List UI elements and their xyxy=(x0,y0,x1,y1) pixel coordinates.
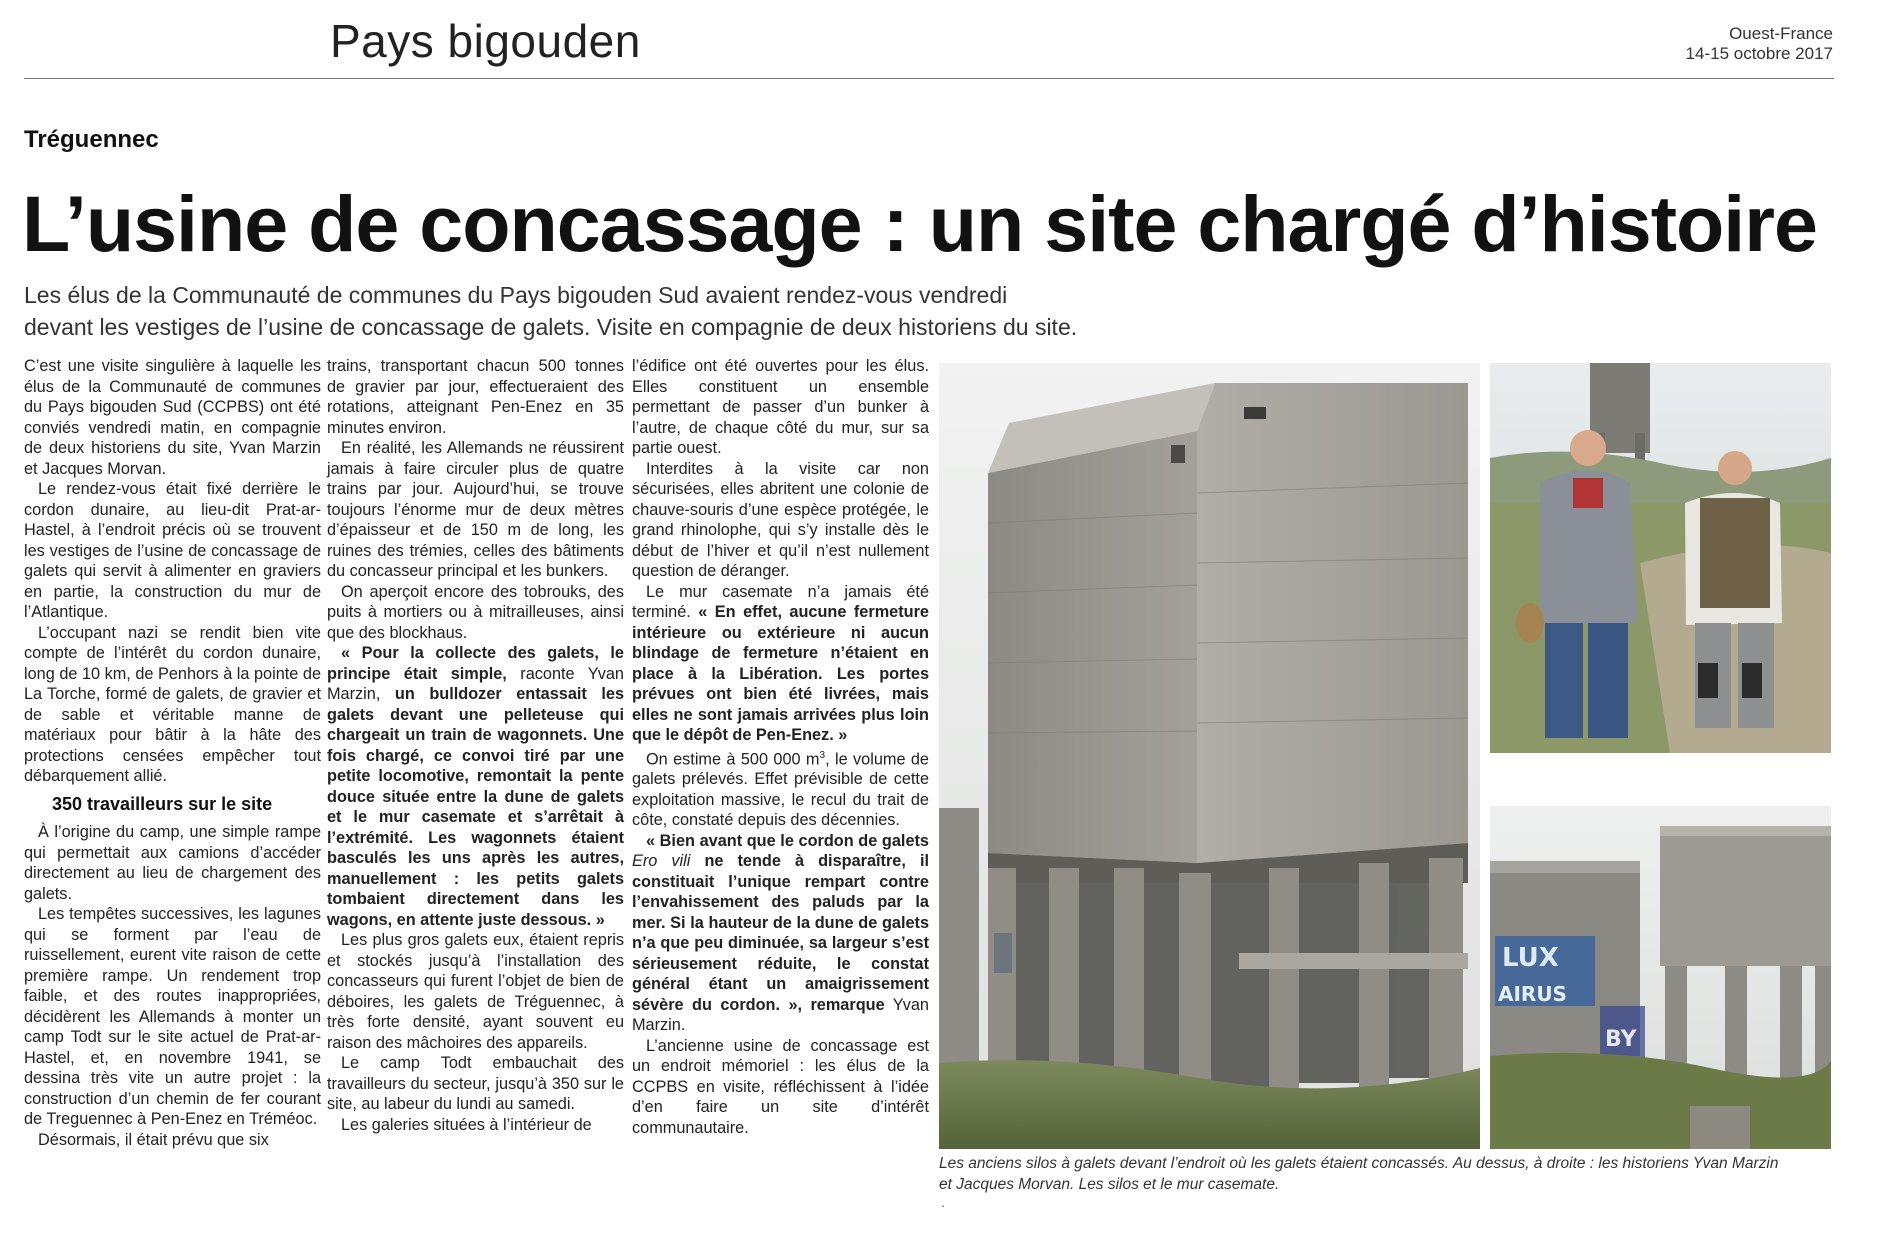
newspaper-name: Ouest-France xyxy=(1729,24,1833,43)
paragraph: trains, transportant chacun 500 tonnes de gravier par jour, effectueraient des rotations, atteignant Pen-Enez en 35 minutes environ. xyxy=(327,357,624,437)
caption-line-2: et Jacques Morvan. Les silos et le mur casemate. xyxy=(939,1176,1280,1193)
article-lead xyxy=(24,279,1254,343)
roof-edge xyxy=(1660,826,1831,836)
paragraph: L’ancienne usine de concassage est un endroit mémoriel : les élus de la CCPBS en visite, réfléchissent à l’idée d’en faire un site d’intérêt communautaire. xyxy=(632,1036,929,1137)
path xyxy=(1690,1106,1750,1149)
paragraph: Interdites à la visite car non sécurisées, elles abritent une colonie de chauve-souris d’une espèce protégée, le grand rhinolophe, qui s’y installe dès le début de l’hiver et qu’il n’est nullement question de déranger. xyxy=(632,459,929,580)
subheading: 350 travailleurs sur le site xyxy=(52,793,273,814)
article-column-3 xyxy=(632,356,929,1138)
silo-side-face xyxy=(1197,383,1468,863)
lead-line-1: Les élus de la Communauté de communes du Pays bigouden Sud avaient rendez-vous vendredi xyxy=(24,282,1008,308)
page-mark: . xyxy=(941,1194,945,1210)
silo-photo xyxy=(939,363,1480,1149)
casemate-photo xyxy=(1490,806,1831,1149)
article-location: Tréguennec xyxy=(24,126,159,153)
paragraph-text: , le volume de galets prélevés. Effet prévisible de cette exploitation massive, le recul du trait de côte, constaté depuis des décennies. xyxy=(632,749,929,830)
quote-text: un bulldozer entassait les galets devant une pelleteuse qui chargeait un train de wagonnets. Une fois chargé, ce convoi tiré par une petite locomotive, remontait la pente douce située entre la dune de galets et le mur casemate et s’arrêtait à l’extrémité. Les wagonnets étaient basculés les uns après les autres, manuellement : les petits galets tombaient directement dans les wagons, en attente juste dessous. » xyxy=(327,685,624,929)
paragraph: L’occupant nazi se rendit bien vite compte de l’intérêt du cordon dunaire, long de 10 km, de Penhors à la pointe de La Torche, formé de galets, de gravier et de sable et véritable manne de matériaux pour bâtir à la hâte des protections censées empêcher tout débarquement allié. xyxy=(24,623,321,785)
graffiti-text: BY xyxy=(1605,1027,1637,1052)
paragraph: En réalité, les Allemands ne réussirent jamais à faire circuler plus de quatre trains par jour. Aujourd’hui, se trouve toujours l’énorme mur de deux mètres d’épaisseur et de 150 m de long, les ruines des trémies, celles des bâtiments du concasseur principal et les bunkers. xyxy=(327,439,624,580)
paragraph-text: On estime à 500 000 m xyxy=(646,749,820,768)
paragraph: Les plus gros galets eux, étaient repris et stockés jusqu’à l’installation des concasseurs qui furent l’objet de bien de déboires, les galets de Tréguennec, à très forte densité, ayant souvent eu raison des mâchoires des appareils. xyxy=(327,931,624,1052)
lead-line-2: devant les vestiges de l’usine de concassage de galets. Visite en compagnie de deux historiens du site. xyxy=(24,314,1078,340)
paragraph: Les galeries situées à l’intérieur de xyxy=(341,1115,592,1134)
concrete-beam xyxy=(1239,953,1468,969)
paragraph: On aperçoit encore des tobrouks, des puits à mortiers ou à mitrailleuses, ainsi que des blockhaus. xyxy=(327,582,624,642)
silo-front-face xyxy=(988,431,1197,863)
graffiti-text: LUX xyxy=(1502,943,1559,973)
paragraph-text: Le mur casemate n’a jamais été terminé. xyxy=(632,582,929,621)
quote-text: ne tende à disparaître, il constituait l’unique rempart contre l’envahissement des paluds par la mer. Si la hauteur de la dune de galets n’a que peu diminuée, sa largeur s’est sérieusement réduite, le constat général étant un amaigrissement sévère du cordon. », remarque xyxy=(632,852,929,1014)
silo-illustration xyxy=(939,363,1480,1149)
silo-block xyxy=(1660,826,1831,966)
paragraph: Les tempêtes successives, les lagunes qui se forment par l’eau de ruissellement, eurent vite raison de cette première rampe. Un rendement trop faible, et des routes inappropriées, décidèrent les Allemands à monter un camp Todt sur le site actuel de Prat-ar-Hastel, et, en novembre 1941, se dessina très vite un autre projet : la construction d’un chemin de fer courant de Treguennec à Pen-Enez en Tréméoc. xyxy=(24,905,321,1128)
graffiti xyxy=(994,933,1012,973)
historians-photo xyxy=(1490,363,1831,753)
paragraph: l’édifice ont été ouvertes pour les élus. Elles constituent un ensemble permettant de passer d’un bunker à l’autre, de chaque côté du mur, sur sa partie ouest. xyxy=(632,357,929,457)
paragraph: C’est une visite singulière à laquelle les élus de la Communauté de communes du Pays bigouden Sud (CCPBS) ont été conviés vendredi matin, en compagnie de deux historiens du site, Yvan Marzin et Jacques Morvan. xyxy=(24,357,321,478)
photo-caption xyxy=(939,1153,1831,1195)
window-opening xyxy=(1171,445,1185,463)
distant-wall xyxy=(939,808,979,1068)
caption-line-1: Les anciens silos à galets devant l’endroit où les galets étaient concassés. Au dessus, à droite : les historiens Yvan Marzin xyxy=(939,1155,1779,1172)
paragraph xyxy=(632,746,929,831)
graffiti-text: AIRUS xyxy=(1498,982,1567,1006)
superscript: 3 xyxy=(819,749,826,761)
article-column-1 xyxy=(24,356,321,1150)
quote-paragraph xyxy=(632,582,929,746)
article-headline: L’usine de concassage : un site chargé d’histoire xyxy=(22,179,1817,268)
article-column-2 xyxy=(327,356,624,1135)
attribution-text: Yvan Marzin. xyxy=(632,995,929,1035)
casemate-illustration xyxy=(1490,806,1831,1149)
paragraph: Le rendez-vous était fixé derrière le cordon dunaire, au lieu-dit Prat-ar-Hastel, à l’endroit précis où se trouvent les vestiges de l’usine de concassage de galets qui servit à alimenter en graviers en partie, la construction du mur de l’Atlantique. xyxy=(24,480,321,621)
publication-date: 14-15 octobre 2017 xyxy=(1685,44,1833,63)
window-opening xyxy=(1244,407,1266,419)
quote-text: « Pour la collecte des galets, le principe était simple, xyxy=(327,644,624,683)
quote-paragraph xyxy=(632,831,929,1036)
paragraph: Désormais, il était prévu que six xyxy=(38,1130,269,1149)
attribution-text: raconte Yvan Marzin, xyxy=(327,664,624,703)
quote-paragraph xyxy=(327,643,624,930)
section-title: Pays bigouden xyxy=(330,15,641,67)
quote-text: « Bien avant que le cordon de galets xyxy=(646,831,929,850)
quote-italic: Ero vili xyxy=(632,852,691,871)
paragraph: À l’origine du camp, une simple rampe qui permettait aux camions d’accéder directement au lieu de chargement des galets. xyxy=(24,823,321,903)
quote-text: « En effet, aucune fermeture intérieure ou extérieure ni aucun blindage de fermeture n’étaient en place à la Libération. Les portes prévues ont bien été livrées, mais elles ne sont jamais arrivées plus loin que le dépôt de Pen-Enez. » xyxy=(632,603,929,744)
masthead xyxy=(1686,24,1833,64)
header-divider xyxy=(24,78,1834,79)
paragraph: Le camp Todt embauchait des travailleurs du secteur, jusqu’à 350 sur le site, au labeur du lundi au samedi. xyxy=(327,1054,624,1113)
roof-edge xyxy=(1490,861,1640,873)
historians-illustration xyxy=(1490,363,1831,753)
